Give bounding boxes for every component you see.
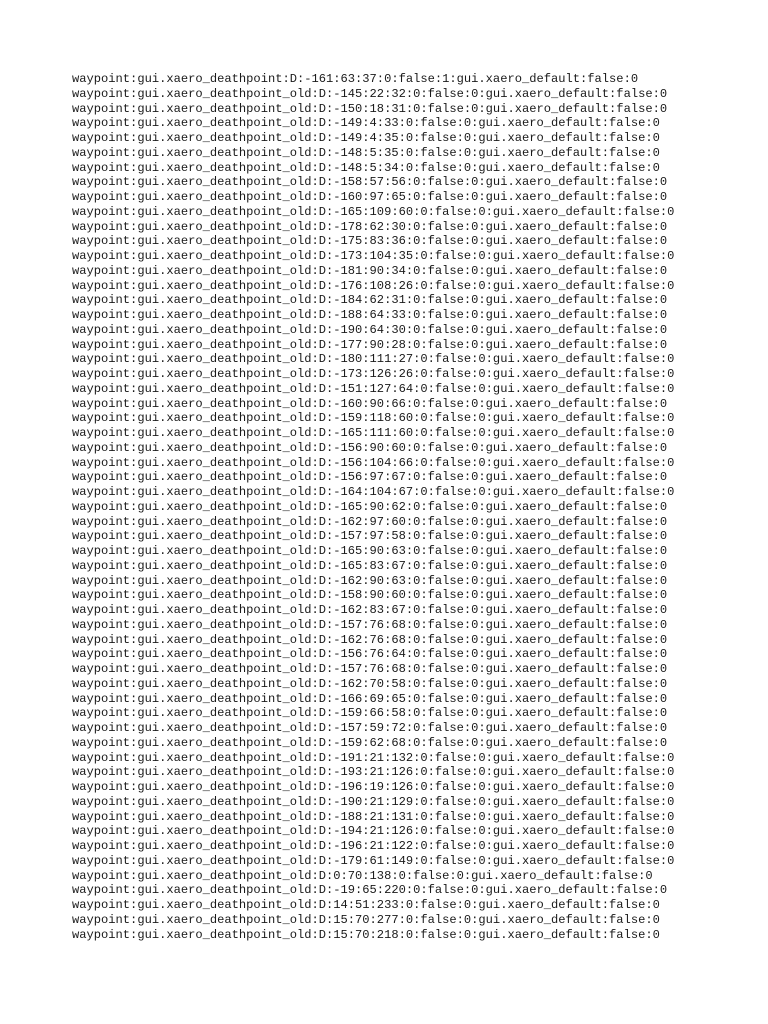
waypoint-line: waypoint:gui.xaero_deathpoint_old:D:-158:90:60:0:false:0:gui.xaero_default:false:0 (72, 588, 668, 603)
waypoint-line: waypoint:gui.xaero_deathpoint_old:D:-176:108:26:0:false:0:gui.xaero_default:false:0 (72, 278, 675, 293)
waypoint-line: waypoint:gui.xaero_deathpoint_old:D:-173:126:26:0:false:0:gui.xaero_default:false:0 (72, 367, 675, 381)
waypoint-line: waypoint:gui.xaero_deathpoint_old:D:-178:62:30:0:false:0:gui.xaero_default:false:0 (72, 219, 668, 234)
waypoint-line: waypoint:gui.xaero_deathpoint_old:D:-19:65:220:0:false:0:gui.xaero_default:false:0 (72, 883, 668, 898)
waypoint-line: waypoint:gui.xaero_deathpoint_old:D:-179:61:149:0:false:0:gui.xaero_default:false:0 (72, 853, 675, 868)
waypoint-line: waypoint:gui.xaero_deathpoint_old:D:-190:21:129:0:false:0:gui.xaero_default:false:0 (72, 794, 675, 809)
waypoint-line: waypoint:gui.xaero_deathpoint_old:D:-160:97:65:0:false:0:gui.xaero_default:false:0 (72, 190, 668, 204)
waypoint-line: waypoint:gui.xaero_deathpoint_old:D:-162:90:63:0:false:0:gui.xaero_default:false:0 (72, 573, 668, 588)
waypoint-text-block (72, 72, 674, 942)
waypoint-line: waypoint:gui.xaero_deathpoint_old:D:-156:76:64:0:false:0:gui.xaero_default:false:0 (72, 647, 668, 662)
waypoint-line: waypoint:gui.xaero_deathpoint_old:D:-165:111:60:0:false:0:gui.xaero_default:false:0 (72, 426, 675, 440)
waypoint-line: waypoint:gui.xaero_deathpoint_old:D:-159:118:60:0:false:0:gui.xaero_default:false:0 (72, 411, 675, 426)
waypoint-line: waypoint:gui.xaero_deathpoint_old:D:-190:64:30:0:false:0:gui.xaero_default:false:0 (72, 322, 668, 337)
waypoint-line: waypoint:gui.xaero_deathpoint_old:D:-157:76:68:0:false:0:gui.xaero_default:false:0 (72, 617, 668, 632)
waypoint-line: waypoint:gui.xaero_deathpoint_old:D:-194:21:126:0:false:0:gui.xaero_default:false:0 (72, 824, 675, 839)
waypoint-line: waypoint:gui.xaero_deathpoint_old:D:-157:59:72:0:false:0:gui.xaero_default:false:0 (72, 721, 668, 735)
waypoint-line: waypoint:gui.xaero_deathpoint_old:D:-166:69:65:0:false:0:gui.xaero_default:false:0 (72, 691, 668, 706)
waypoint-line: waypoint:gui.xaero_deathpoint_old:D:-162:70:58:0:false:0:gui.xaero_default:false:0 (72, 676, 668, 691)
waypoint-line: waypoint:gui.xaero_deathpoint_old:D:-159:66:58:0:false:0:gui.xaero_default:false:0 (72, 706, 668, 721)
waypoint-line: waypoint:gui.xaero_deathpoint_old:D:-191:21:132:0:false:0:gui.xaero_default:false:0 (72, 750, 675, 765)
waypoint-line: waypoint:gui.xaero_deathpoint_old:D:-162:76:68:0:false:0:gui.xaero_default:false:0 (72, 632, 668, 647)
waypoint-line: waypoint:gui.xaero_deathpoint_old:D:-165:90:62:0:false:0:gui.xaero_default:false:0 (72, 499, 668, 514)
waypoint-line: waypoint:gui.xaero_deathpoint_old:D:-175:83:36:0:false:0:gui.xaero_default:false:0 (72, 234, 668, 249)
waypoint-line: waypoint:gui.xaero_deathpoint_old:D:-196:19:126:0:false:0:gui.xaero_default:false:0 (72, 780, 675, 794)
waypoint-line: waypoint:gui.xaero_deathpoint_old:D:-158:57:56:0:false:0:gui.xaero_default:false:0 (72, 175, 668, 190)
waypoint-line: waypoint:gui.xaero_deathpoint_old:D:15:70:218:0:false:0:gui.xaero_default:false:0 (72, 927, 660, 942)
waypoint-line: waypoint:gui.xaero_deathpoint:D:-161:63:37:0:false:1:gui.xaero_default:false:0 (72, 72, 639, 86)
waypoint-line: waypoint:gui.xaero_deathpoint_old:D:-148:5:34:0:false:0:gui.xaero_default:false:0 (72, 160, 660, 175)
waypoint-line: waypoint:gui.xaero_deathpoint_old:D:14:51:233:0:false:0:gui.xaero_default:false:0 (72, 898, 660, 912)
waypoint-line: waypoint:gui.xaero_deathpoint_old:D:-184:62:31:0:false:0:gui.xaero_default:false:0 (72, 293, 668, 308)
waypoint-line: waypoint:gui.xaero_deathpoint_old:D:-177:90:28:0:false:0:gui.xaero_default:false:0 (72, 337, 668, 352)
waypoint-line: waypoint:gui.xaero_deathpoint_old:D:-165:90:63:0:false:0:gui.xaero_default:false:0 (72, 544, 668, 558)
waypoint-line: waypoint:gui.xaero_deathpoint_old:D:-181:90:34:0:false:0:gui.xaero_default:false:0 (72, 263, 668, 278)
waypoint-line: waypoint:gui.xaero_deathpoint_old:D:-164:104:67:0:false:0:gui.xaero_default:false:0 (72, 485, 675, 499)
waypoint-line: waypoint:gui.xaero_deathpoint_old:D:-156:90:60:0:false:0:gui.xaero_default:false:0 (72, 440, 668, 455)
waypoint-line: waypoint:gui.xaero_deathpoint_old:D:-162:83:67:0:false:0:gui.xaero_default:false:0 (72, 603, 668, 617)
waypoint-line: waypoint:gui.xaero_deathpoint_old:D:-193:21:126:0:false:0:gui.xaero_default:false:0 (72, 765, 675, 780)
waypoint-line: waypoint:gui.xaero_deathpoint_old:D:-160:90:66:0:false:0:gui.xaero_default:false:0 (72, 396, 668, 411)
waypoint-line: waypoint:gui.xaero_deathpoint_old:D:-157:76:68:0:false:0:gui.xaero_default:false:0 (72, 662, 668, 676)
waypoint-line: waypoint:gui.xaero_deathpoint_old:D:-148:5:35:0:false:0:gui.xaero_default:false:0 (72, 145, 660, 160)
waypoint-line: waypoint:gui.xaero_deathpoint_old:D:-157:97:58:0:false:0:gui.xaero_default:false:0 (72, 529, 668, 544)
waypoint-line: waypoint:gui.xaero_deathpoint_old:D:15:70:277:0:false:0:gui.xaero_default:false:0 (72, 912, 660, 927)
waypoint-line: waypoint:gui.xaero_deathpoint_old:D:-165:109:60:0:false:0:gui.xaero_default:false:0 (72, 204, 675, 219)
waypoint-line: waypoint:gui.xaero_deathpoint_old:D:-149:4:35:0:false:0:gui.xaero_default:false:0 (72, 131, 660, 145)
waypoint-line: waypoint:gui.xaero_deathpoint_old:D:-162:97:60:0:false:0:gui.xaero_default:false:0 (72, 514, 668, 529)
waypoint-line: waypoint:gui.xaero_deathpoint_old:D:-188:21:131:0:false:0:gui.xaero_default:false:0 (72, 809, 675, 824)
waypoint-line: waypoint:gui.xaero_deathpoint_old:D:-165:83:67:0:false:0:gui.xaero_default:false:0 (72, 558, 668, 573)
waypoint-line: waypoint:gui.xaero_deathpoint_old:D:-180:111:27:0:false:0:gui.xaero_default:false:0 (72, 352, 675, 367)
waypoint-line: waypoint:gui.xaero_deathpoint_old:D:0:70:138:0:false:0:gui.xaero_default:false:0 (72, 868, 653, 883)
waypoint-line: waypoint:gui.xaero_deathpoint_old:D:-145:22:32:0:false:0:gui.xaero_default:false:0 (72, 86, 668, 101)
waypoint-line: waypoint:gui.xaero_deathpoint_old:D:-150:18:31:0:false:0:gui.xaero_default:false:0 (72, 101, 668, 116)
waypoint-line: waypoint:gui.xaero_deathpoint_old:D:-151:127:64:0:false:0:gui.xaero_default:false:0 (72, 381, 675, 396)
waypoint-line: waypoint:gui.xaero_deathpoint_old:D:-188:64:33:0:false:0:gui.xaero_default:false:0 (72, 308, 668, 322)
waypoint-line: waypoint:gui.xaero_deathpoint_old:D:-196:21:122:0:false:0:gui.xaero_default:false:0 (72, 839, 675, 853)
waypoint-line: waypoint:gui.xaero_deathpoint_old:D:-156:104:66:0:false:0:gui.xaero_default:false:0 (72, 455, 675, 470)
waypoint-line: waypoint:gui.xaero_deathpoint_old:D:-173:104:35:0:false:0:gui.xaero_default:false:0 (72, 249, 675, 263)
waypoint-line: waypoint:gui.xaero_deathpoint_old:D:-149:4:33:0:false:0:gui.xaero_default:false:0 (72, 116, 660, 131)
waypoint-line: waypoint:gui.xaero_deathpoint_old:D:-159:62:68:0:false:0:gui.xaero_default:false:0 (72, 735, 668, 750)
waypoint-line: waypoint:gui.xaero_deathpoint_old:D:-156:97:67:0:false:0:gui.xaero_default:false:0 (72, 470, 668, 485)
